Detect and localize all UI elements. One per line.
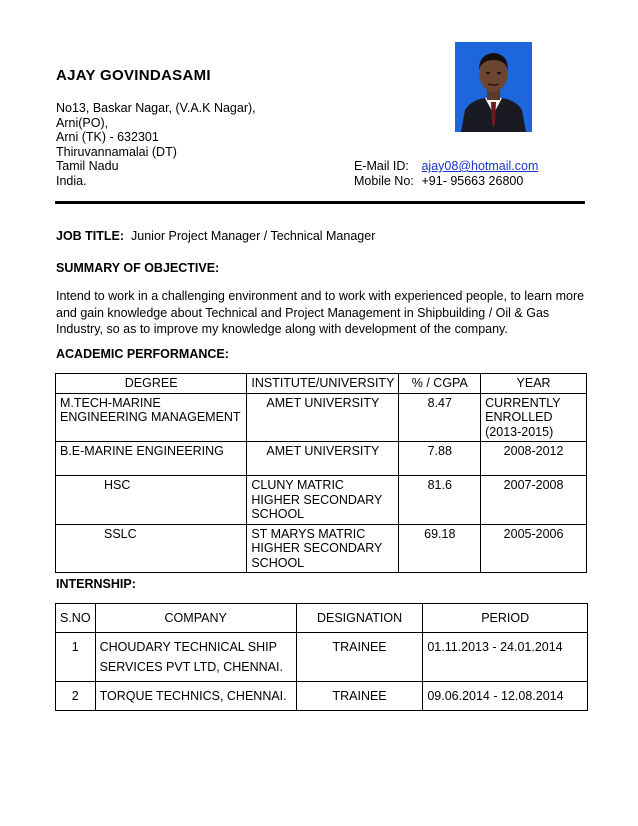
profile-photo [455,42,532,132]
table-row [56,633,588,682]
column-header: PERIOD [423,604,588,633]
header-divider [55,201,585,204]
table-row [56,442,587,476]
academic-table [55,373,587,573]
score-cell: 69.18 [399,524,481,573]
column-header: INSTITUTE/UNIVERSITY [247,374,399,394]
table-row [56,393,587,442]
table-row [56,476,587,525]
period-cell: 09.06.2014 - 12.08.2014 [423,682,588,711]
degree-cell: SSLC [56,524,247,573]
designation-cell: TRAINEE [296,633,423,682]
contact-block [354,159,538,189]
email-label: E-Mail ID: [354,159,409,173]
address-line: India. [56,173,87,188]
column-header: COMPANY [95,604,296,633]
summary-heading: SUMMARY OF OBJECTIVE: [56,261,220,275]
job-title-label: JOB TITLE: [56,229,125,243]
email-row [354,159,538,174]
address-line: No13, Baskar Nagar, (V.A.K Nagar), [56,101,256,115]
year-cell: 2005-2006 [481,524,587,573]
year-cell: 2007-2008 [481,476,587,525]
company-cell: TORQUE TECHNICS, CHENNAI. [95,682,296,711]
address-block [56,101,256,189]
table-row [56,682,588,711]
internship-table [55,603,588,711]
period-cell: 01.11.2013 - 24.01.2014 [423,633,588,682]
internship-heading: INTERNSHIP: [56,577,136,591]
table-header-row [56,374,587,394]
address-line: Arni (TK) - 632301 [56,130,159,145]
sno-cell: 2 [56,682,96,711]
score-cell: 7.88 [399,442,481,476]
mobile-number: +91- 95663 26800 [421,174,524,188]
mobile-row [354,174,538,189]
score-cell: 8.47 [399,393,481,442]
degree-cell: M.TECH-MARINE ENGINEERING MANAGEMENT [56,393,247,442]
degree-cell: HSC [56,476,247,525]
address-line: Tamil Nadu [56,159,119,174]
job-title-value: Junior Project Manager / Technical Manager [131,229,376,243]
institute-cell: AMET UNIVERSITY [247,442,399,476]
job-title [56,229,375,243]
column-header: DESIGNATION [296,604,423,633]
company-cell: CHOUDARY TECHNICAL SHIP SERVICES PVT LTD, CHENNAI. [95,633,296,682]
designation-cell: TRAINEE [296,682,423,711]
column-header: S.NO [56,604,96,633]
table-row [56,524,587,573]
address-line: Thiruvannamalai (DT) [56,144,177,159]
year-cell: 2008-2012 [481,442,587,476]
column-header: DEGREE [56,374,247,394]
mobile-label: Mobile No: [354,174,414,188]
degree-cell: B.E-MARINE ENGINEERING [56,442,247,476]
table-header-row [56,604,588,633]
address-line: Arni(PO), [56,115,109,130]
sno-cell: 1 [56,633,96,682]
summary-text: Intend to work in a challenging environment and to work with experienced people, to learn more and gain knowledge about Technical and Project Management in Shipbuilding / Oil & Gas Industry, so as to improve my knowledge along with development of the company. [56,289,585,336]
institute-cell: CLUNY MATRIC HIGHER SECONDARY SCHOOL [247,476,399,525]
portrait-image [455,42,532,132]
institute-cell: ST MARYS MATRIC HIGHER SECONDARY SCHOOL [247,524,399,573]
column-header: YEAR [481,374,587,394]
year-cell: CURRENTLY ENROLLED (2013-2015) [481,393,587,442]
candidate-name: AJAY GOVINDASAMI [56,67,211,84]
score-cell: 81.6 [399,476,481,525]
column-header: % / CGPA [399,374,481,394]
email-link[interactable]: ajay08@hotmail.com [421,159,539,173]
academic-heading: ACADEMIC PERFORMANCE: [56,347,229,361]
institute-cell: AMET UNIVERSITY [247,393,399,442]
